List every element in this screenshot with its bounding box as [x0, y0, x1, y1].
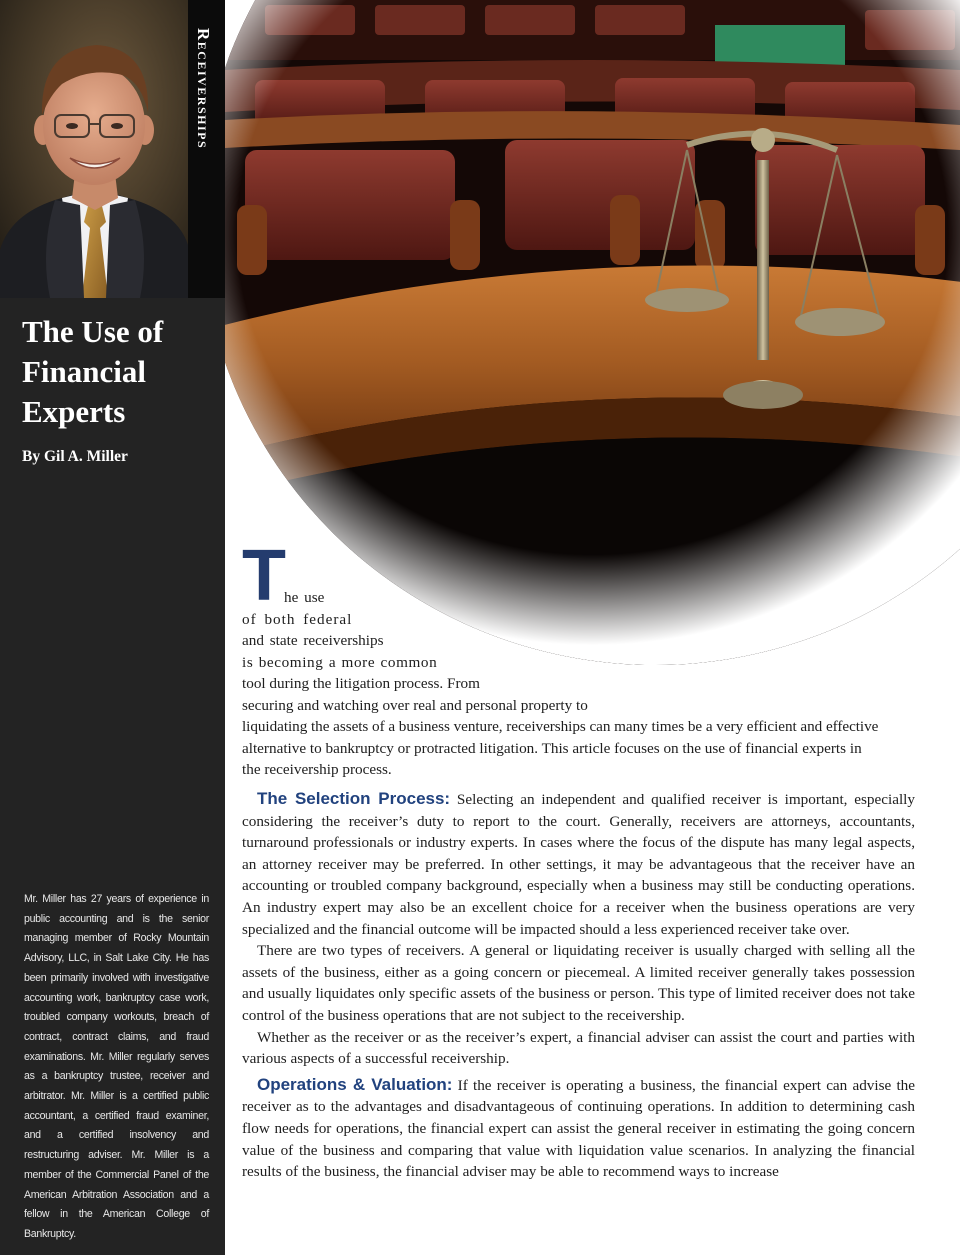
intro-line: is becoming a more common	[242, 653, 438, 671]
article-title	[22, 312, 217, 432]
courtroom-photo	[225, 0, 960, 665]
receiver-types-paragraph: There are two types of receivers. A general or liquidating receiver is usually charged with selling all the assets of the business, either as a going concern or piecemeal. A limited receiver generally takes possession and usually liquidates only specific assets of the business or person. This type of limited receiver does not take control of the business operations that are not subject to the receivership.	[242, 942, 915, 1024]
adviser-paragraph: Whether as the receiver or as the receiver’s expert, a financial adviser can assist the court and parties with various aspects of a successful receivership.	[242, 1028, 915, 1068]
byline: By Gil A. Miller	[22, 448, 128, 465]
section-heading: The Selection Process:	[257, 789, 451, 808]
operations-paragraph	[242, 1074, 915, 1183]
intro-line: securing and watching over real and personal property to	[242, 696, 588, 714]
drop-cap: T	[242, 536, 286, 616]
title-line: Financial	[22, 354, 147, 389]
article-body	[242, 788, 915, 1183]
intro-line: and state receiverships	[242, 632, 384, 649]
author-bio: Mr. Miller has 27 years of experience in public accounting and is the senior managing member of Rocky Mountain Advisory, LLC, in Salt Lake City. He has been primarily involved with investigative accounting work, bankruptcy case work, troubled company workouts, breach of contract, contract claims, and fraud examinations. Mr. Miller regularly serves as a bankruptcy trustee, receiver and arbitrator. Mr. Miller is a certified public accountant, a certified fraud examiner, and a certified insolvency and restructuring adviser. Mr. Miller is a member of the Commercial Panel of the American Arbitration Association and a fellow in the American College of Bankruptcy.	[24, 893, 209, 1240]
intro-line: of both federal	[242, 610, 353, 628]
selection-paragraph	[242, 788, 915, 940]
intro-line: tool during the litigation process. From	[242, 675, 480, 692]
section-label: Receiverships	[194, 28, 213, 150]
intro-line: liquidating the assets of a business venture, receiverships can many times be a very efficient and effective	[242, 718, 879, 735]
title-line: Experts	[22, 394, 126, 429]
intro-line: he use	[284, 589, 325, 606]
paragraph-text: If the receiver is operating a business, the financial expert can advise the receiver as to the advantages and disadvantageous of continuing operations. In addition to determining cash flow needs for operations, the financial expert can assist the general receiver in estimating the going concern value of the business and comparing that value with liquidation value scenarios. In analyzing the financial results of the business, the financial adviser may be able to recommend ways to increase	[242, 1076, 915, 1181]
intro-line: the receivership process.	[242, 761, 392, 778]
paragraph-text: Selecting an independent and qualified receiver is important, especially considering the receiver’s duty to report to the court. Generally, receivers are attorneys, accountants, turnaround professionals or industry experts. In cases where the focus of the dispute has many legal aspects, an attorney receiver may be preferred. In other settings, it may be advantageous that the receiver have an accounting or troubled company background, especially when a business may still be conducting operations. An industry expert may also be an excellent choice for a receiver when the business operations are very specialized and the financial outcome will be impacted should a less experienced receiver take over.	[242, 791, 915, 938]
author-portrait	[0, 0, 188, 298]
title-line: The Use of	[22, 314, 164, 349]
author-sidebar	[0, 0, 225, 1255]
section-heading: Operations & Valuation:	[257, 1074, 453, 1094]
intro-line: alternative to bankruptcy or protracted litigation. This article focuses on the use of financial experts in	[242, 739, 862, 757]
